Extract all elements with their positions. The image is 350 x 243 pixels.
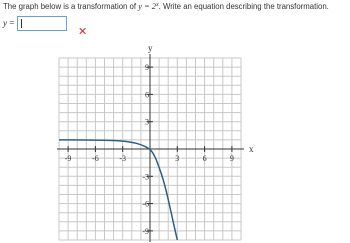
y-tick-label: 6 [145,90,149,100]
answer-label-var: y [3,18,7,28]
base-equation-exponent: x [155,2,159,8]
x-tick-label: 3 [175,154,180,163]
x-tick-label: -3 [119,154,127,163]
y-tick-label: 9 [145,63,149,73]
axes [57,54,244,242]
question-text-before: The graph below is a transformation of [3,2,139,11]
answer-label-eq: = [7,18,15,28]
question-text-after: . Write an equation describing the transformation. [158,2,329,11]
base-equation-lhs: y = 2 [138,2,156,11]
y-tick-label: -9 [142,226,149,236]
x-tick-label: 9 [229,154,234,163]
y-tick-label: -6 [142,199,149,209]
y-axis-label: y [148,43,153,53]
x-tick-label: 6 [202,154,207,163]
x-axis-label: x [249,144,254,154]
x-tick-label: -6 [92,154,99,163]
y-tick-label: -3 [142,172,149,182]
x-tick-label: -9 [64,154,72,163]
y-tick-label: 3 [145,117,149,127]
incorrect-x-icon: ✕ [78,25,88,38]
